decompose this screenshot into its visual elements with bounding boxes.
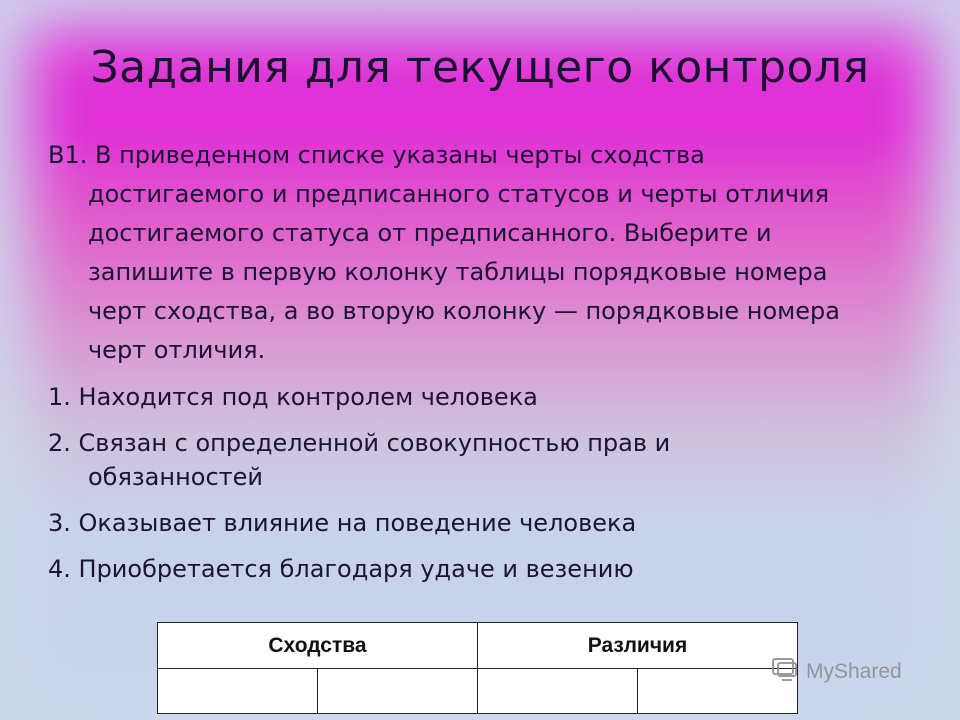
myshared-logo-icon: [770, 654, 800, 690]
watermark: [770, 657, 902, 687]
list-item: 4. Приобретается благодаря удаче и везению: [48, 555, 634, 583]
table-row: [158, 669, 798, 714]
watermark-text: MyShared: [806, 660, 902, 683]
item-list: [48, 380, 848, 598]
similarity-answer-cell[interactable]: [317, 669, 477, 714]
difference-answer-cell[interactable]: [477, 669, 637, 714]
task-intro: [48, 136, 848, 370]
header-similarities: Сходства: [158, 623, 478, 669]
list-item: 1. Находится под контролем человека: [48, 383, 538, 411]
slide-title: Задания для текущего контроля: [90, 42, 870, 93]
similarity-answer-cell[interactable]: [158, 669, 318, 714]
header-differences: Различия: [477, 623, 797, 669]
task-intro-text: В1. В приведенном списке указаны черты сходства достигаемого и предписанного статусов и черты отличия достигаемого статуса от предписанного. Выберите и запишите в первую колонку таблицы порядковые номера черт сходства, а во вторую колонку — порядковые номера черт отличия.: [48, 141, 840, 364]
table-header-row: [158, 623, 798, 669]
list-item: 3. Оказывает влияние на поведение человека: [48, 509, 637, 537]
answer-table: [157, 622, 798, 714]
list-item: 2. Связан с определенной совокупностью прав и обязанностей: [48, 429, 671, 491]
